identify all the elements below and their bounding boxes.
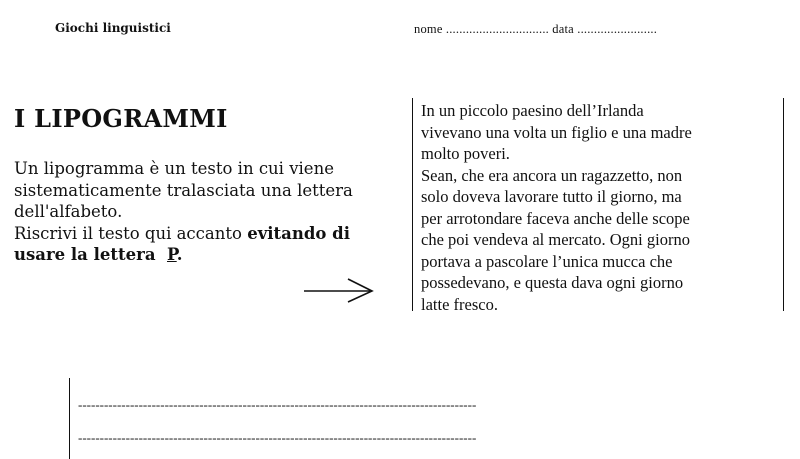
- instructions-line-2: sistematicamente tralasciata una lettera: [14, 180, 353, 200]
- writing-line[interactable]: --------------------------------------------------------------------------------------------: [78, 431, 477, 445]
- instructions-line-1: Un lipogramma è un testo in cui viene: [14, 159, 334, 178]
- instructions-line-3: dell'alfabeto.: [14, 202, 123, 221]
- story-line: che poi vendeva al mercato. Ogni giorno: [421, 230, 690, 249]
- story-line: portava a pascolare l’unica mucca che: [421, 251, 673, 271]
- page-title: I LIPOGRAMMI: [14, 104, 228, 133]
- story-line: molto poveri.: [421, 144, 510, 163]
- story-line: per arrotondare faceva anche delle scope: [421, 208, 690, 228]
- story-text: [421, 100, 777, 315]
- instructions-line-4: [14, 223, 394, 245]
- target-letter: P: [167, 245, 177, 264]
- instructions-line-5-end: .: [176, 245, 183, 264]
- instructions: [14, 158, 394, 266]
- story-line: vivevano una volta un figlio e una madre: [421, 122, 692, 142]
- right-arrow-icon: [302, 275, 376, 305]
- instructions-line-5: [14, 244, 394, 266]
- header-subject: Giochi linguistici: [55, 21, 171, 35]
- name-date-line: nome ............................... data ........................: [414, 22, 658, 36]
- story-line: In un piccolo paesino dell’Irlanda: [421, 101, 644, 120]
- story-line: latte fresco.: [421, 294, 498, 314]
- story-line: solo doveva lavorare tutto il giorno, ma: [421, 187, 682, 206]
- writing-area-border: [69, 378, 70, 459]
- instructions-line-4-plain: Riscrivi il testo qui accanto: [14, 223, 248, 243]
- instructions-line-5-bold: usare la lettera: [14, 245, 167, 264]
- story-line: possedevano, e questa dava ogni giorno: [421, 273, 684, 292]
- story-line: Sean, che era ancora un ragazzetto, non: [421, 165, 683, 185]
- writing-line[interactable]: --------------------------------------------------------------------------------------------: [78, 398, 477, 412]
- instructions-line-4-bold: evitando di: [247, 223, 350, 243]
